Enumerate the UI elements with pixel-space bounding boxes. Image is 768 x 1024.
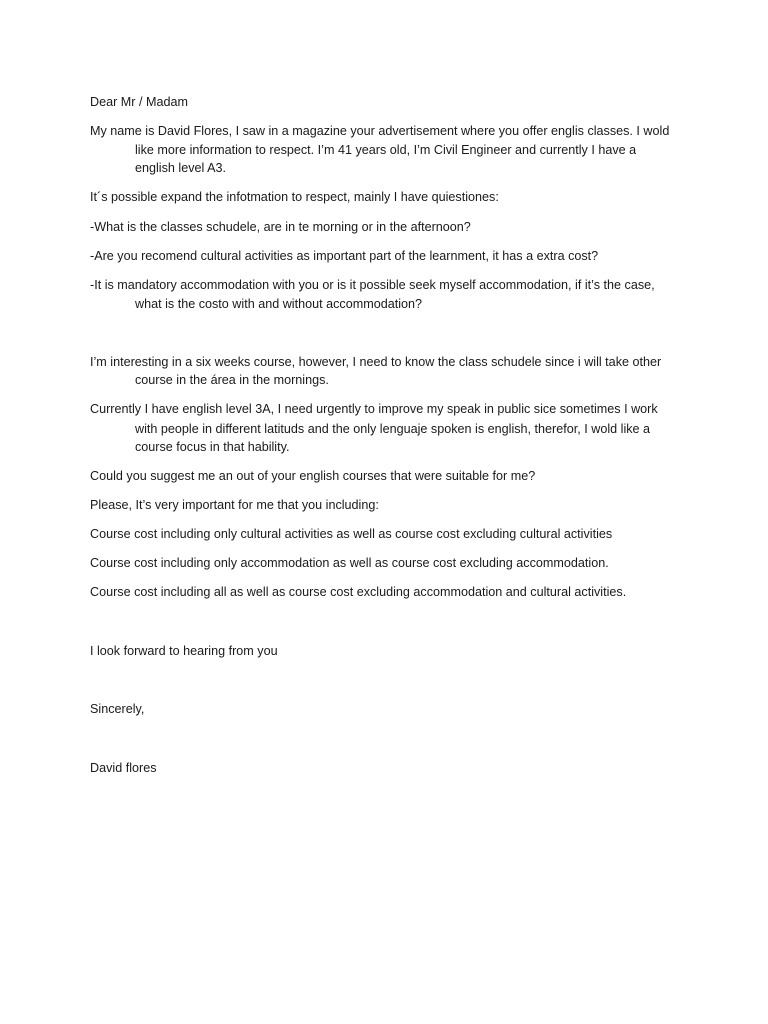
paragraph-level-line-1: Currently I have english level 3A, I need urgently to improve my speak in public sice sometimes I work — [90, 402, 658, 416]
paragraph-level-line-2: with people in different latituds and the only lenguaje spoken is english, therefor, I wold like a — [135, 422, 651, 436]
closing-line: I look forward to hearing from you — [90, 644, 278, 658]
paragraph-course-line-1: I’m interesting in a six weeks course, however, I need to know the class schudele since i will take other — [90, 355, 662, 369]
course-cost-all: Course cost including all as well as course cost excluding accommodation and cultural activities. — [90, 585, 627, 599]
paragraph-please: Please, It’s very important for me that you including: — [90, 498, 379, 512]
question-schedule: -What is the classes schudele, are in te morning or in the afternoon? — [90, 220, 471, 234]
paragraph-suggest: Could you suggest me an out of your english courses that were suitable for me? — [90, 469, 536, 483]
paragraph-level-line-3: course focus in that hability. — [135, 440, 290, 454]
sign-off: Sincerely, — [90, 702, 145, 716]
paragraph-intro-line-2: like more information to respect. I’m 41 years old, I’m Civil Engineer and currently I have a — [135, 143, 637, 157]
question-accommodation-line-1: -It is mandatory accommodation with you or is it possible seek myself accommodation, if it’s the case, — [90, 278, 655, 292]
paragraph-course-line-2: course in the área in the mornings. — [135, 373, 329, 387]
question-accommodation-line-2: what is the costo with and without accommodation? — [135, 297, 423, 311]
question-cultural-activities: -Are you recomend cultural activities as important part of the learnment, it has a extra cost? — [90, 249, 599, 263]
salutation: Dear Mr / Madam — [90, 95, 188, 109]
signature-name: David flores — [90, 761, 157, 775]
paragraph-intro-line-1: My name is David Flores, I saw in a magazine your advertisement where you offer englis classes. I wold — [90, 124, 670, 138]
paragraph-questions-intro: It´s possible expand the infotmation to respect, mainly I have quiestiones: — [90, 190, 499, 204]
course-cost-cultural: Course cost including only cultural activities as well as course cost excluding cultural activities — [90, 527, 613, 541]
course-cost-accommodation: Course cost including only accommodation as well as course cost excluding accommodation. — [90, 556, 609, 570]
paragraph-intro-line-3: english level A3. — [135, 161, 227, 175]
